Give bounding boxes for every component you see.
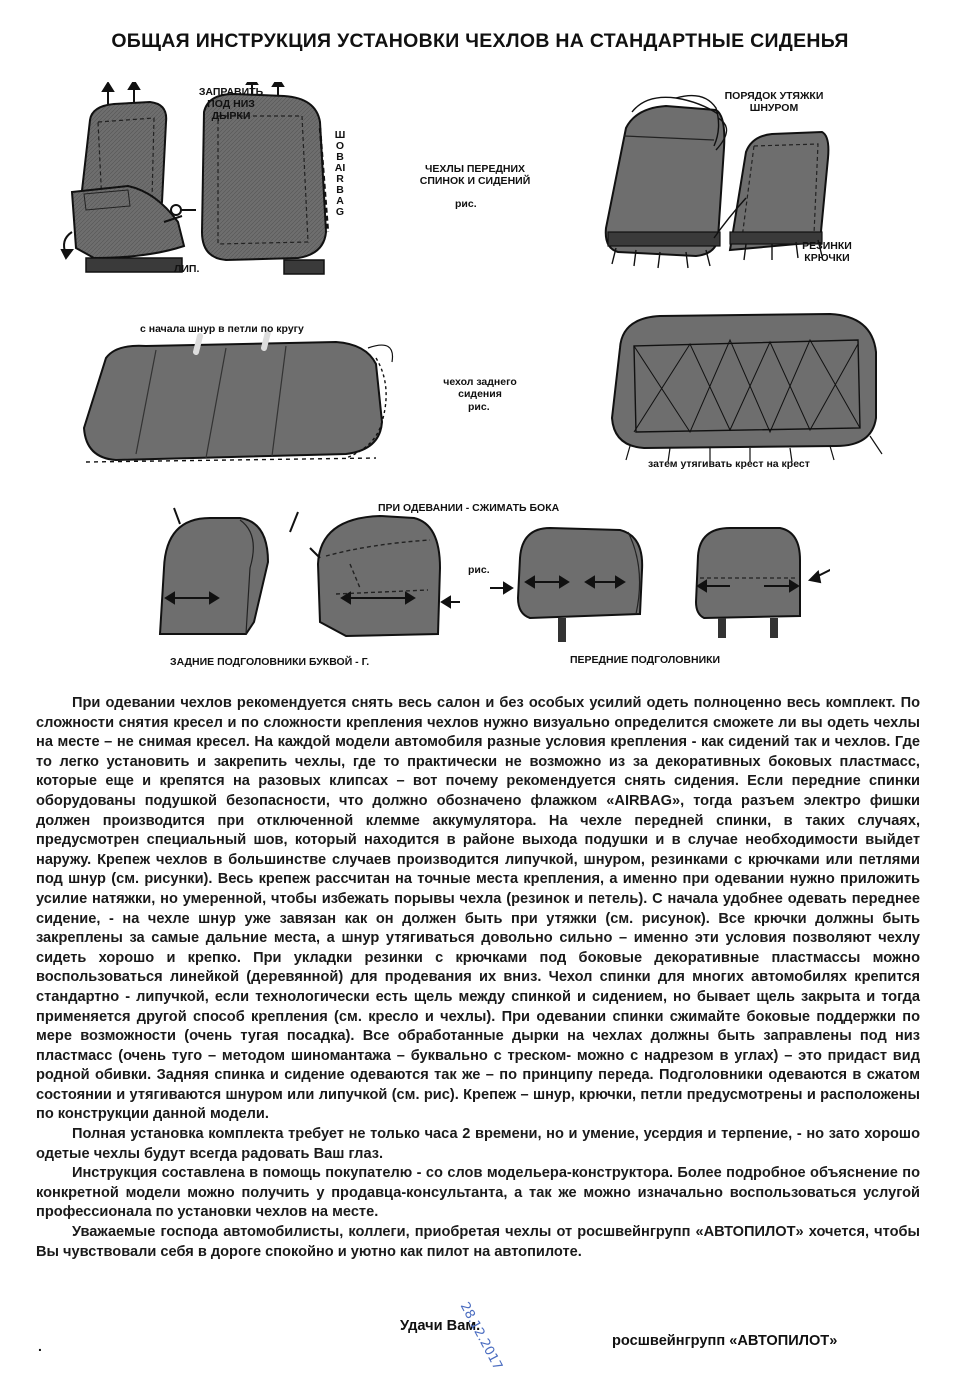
instruction-text <box>36 694 920 1262</box>
signature-text: росшвейнгрупп «АВТОПИЛОТ» <box>612 1333 838 1349</box>
headrests-figure <box>150 498 830 668</box>
handwritten-date: 28.12.2017 <box>456 1300 505 1373</box>
front-seat-figure <box>58 82 358 282</box>
rear-headrests-label: ЗАДНИЕ ПОДГОЛОВНИКИ БУКВОЙ - Г. <box>170 656 370 668</box>
hooks-label: РЕЗИНКИ КРЮЧКИ <box>802 240 852 264</box>
page-title: ОБЩАЯ ИНСТРУКЦИЯ УСТАНОВКИ ЧЕХЛОВ НА СТАНДАРТНЫЕ СИДЕНЬЯ <box>111 30 849 52</box>
front-headrests-label: ПЕРЕДНИЕ ПОДГОЛОВНИКИ <box>570 654 721 666</box>
rear-laced-figure <box>600 308 890 478</box>
cross-lace-label: затем утягивать крест на крест <box>648 458 810 470</box>
velcro-label: ЛИП. <box>174 263 200 275</box>
rear-seat-figure <box>76 318 396 478</box>
airbag-seam-label: ШОВ AIRBAG <box>334 129 346 218</box>
instruction-paragraph-time: Полная установка комплекта требует не только часа 2 времени, но и умение, усердия и терпение, - но зато хорошо одетые чехлы будут всегда радовать Ваш глаз. <box>36 1126 920 1162</box>
lace-order-label: ПОРЯДОК УТЯЖКИ ШНУРОМ <box>724 90 824 114</box>
rear-cover-caption: чехол заднего сидения <box>443 376 517 400</box>
rear-cover-ref: рис. <box>468 401 490 413</box>
good-luck-text: Удачи Вам. <box>400 1318 481 1334</box>
headrests-ref: рис. <box>468 564 490 576</box>
squeeze-sides-label: ПРИ ОДЕВАНИИ - СЖИМАТЬ БОКА <box>378 502 560 514</box>
front-covers-figure <box>596 88 876 278</box>
instruction-paragraph-greeting: Уважаемые господа автомобилисты, коллеги, приобретая чехлы от росшвейнгрупп «АВТОПИЛОТ» хочется, чтобы Вы чувствовали себя в дороге спокойно и уютно как пилот на автопилоте. <box>36 1224 920 1260</box>
tuck-holes-label: ЗАПРАВИТЬ ПОД НИЗ ДЫРКИ <box>198 86 264 122</box>
rear-lace-label: с начала шнур в петли по кругу <box>140 323 304 335</box>
instruction-paragraph-main: При одевании чехлов рекомендуется снять весь салон и без особых усилий одеть полноценно весь комплект. По сложности снятия кресел и по сложности крепления чехлов нужно визуально определится сможете ли вы одеть чехлы на месте – не снимая кресел. На каждой модели автомобиля разные условия крепления - как сидений так и чехлов. Где то легко установить и закрепить чехлы, где то практически не возможно из за декоративных боковых пластмасс, которые еще и крепятся на разовых клипсах – вот почему рекомендуется снять сидения. Если передние спинки оборудованы подушкой безопасности, что должно обозначено флажком «AIRBAG», тогда разъем электро фишки должен производится при отключенной клемме аккумулятора. На чехле передней спинки, в таких случаях, предусмотрен специальный шов, который находится в районе выхода подушки и в случае необходимости выйдет наружу. Крепеж чехлов в большинстве случаев производится липучкой, шнуром, резинками с крючками или петлями под шнур (см. рисунки). Весь крепеж рассчитан на точные места крепления, а именно при одевании нужно приложить усилие натяжки, но умеренной, чтобы избежать порывы чехла (резинок и петель). С начала удобнее одевать переднее сидение, - на чехле шнур уже завязан как он должен быть при утяжки (см. рисунок). Все крючки должны быть закреплены за самые дальние места, а шнур утягиваться довольно сильно – именно эти условия позволяют чехлу сидеть хорошо и крепко. При укладки резинки с крючками под боковые декоративные пластмассы можно воспользоваться линейкой (деревянной) для продевания их вниз. Чехол спинки для многих автомобилях крепится стандартно - липучкой, если технологически есть щель между спинкой и сидением, но бывает щель закрыта и тогда применяется другой способ крепления (см. кресло и чехлы). При одевании спинки сжимайте боковые поддержки по мере возможности (очень тугая посадка). Все обработанные дырки на чехлах должны быть заправлены под низ пластмасс (очень туго – методом шиномантажа – буквально с треском- можно с надрезом в углах) – это придаст вид родной обивки. Задняя спинка и сидение одеваются так же – по принципу переда. Подголовники одеваются в сжатом состоянии и утягиваются шнуром или липучкой (см. рис). Крепеж – шнур, крючки, петли предусмотрены и расположены по конструкции данной модели. <box>36 695 920 1123</box>
front-covers-caption: ЧЕХЛЫ ПЕРЕДНИХ СПИНОК И СИДЕНИЙ <box>419 163 531 187</box>
front-covers-ref: рис. <box>455 198 477 210</box>
corner-dot: . <box>38 1338 42 1354</box>
instruction-paragraph-help: Инструкция составлена в помощь покупателю - со слов модельера-конструктора. Более подробное объяснение по конкретной модели можно получить у продавца-консультанта, а так же можно изначально воспользоваться услугой профессионала по установки чехлов на месте. <box>36 1165 920 1221</box>
